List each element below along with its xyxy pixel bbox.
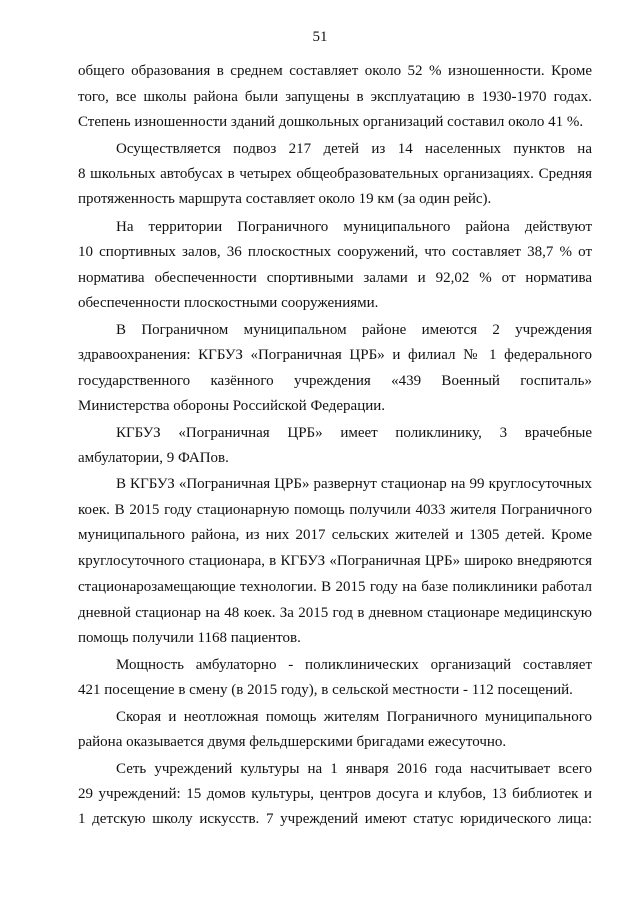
text-line: В КГБУЗ «Пограничная ЦРБ» развернут стационар на 99 круглосуточных — [116, 476, 592, 492]
text-line: коек. В 2015 году стационарную помощь получили 4033 жителя Пограничного — [78, 502, 592, 518]
text-line: КГБУЗ «Пограничная ЦРБ» имеет поликлинику, 3 врачебные — [116, 425, 592, 441]
text-line: дневной стационар на 48 коек. За 2015 год в дневном стационаре медицинскую — [78, 605, 592, 621]
text-line: государственного казённого учреждения «439 Военный госпиталь» — [78, 373, 592, 389]
page-number: 51 — [312, 29, 328, 45]
text-line: обеспеченности плоскостными сооружениями. — [78, 295, 379, 311]
text-line: протяженность маршрута составляет около 19 км (за один рейс). — [78, 191, 492, 207]
text-line: муниципального района, из них 2017 сельских жителей и 1305 детей. Кроме — [78, 527, 592, 543]
text-line: здравоохранения: КГБУЗ «Пограничная ЦРБ» и филиал № 1 федерального — [78, 347, 592, 363]
text-line: норматива обеспеченности спортивными залами и 92,02 % от норматива — [78, 270, 592, 286]
text-line: Степень изношенности зданий дошкольных организаций составил около 41 %. — [78, 114, 584, 130]
text-line: круглосуточного стационара, в КГБУЗ «Пограничная ЦРБ» широко внедряются — [78, 553, 592, 569]
text-line: В Пограничном муниципальном районе имеются 2 учреждения — [116, 322, 592, 338]
text-line: 1 детскую школу искусств. 7 учреждений имеют статус юридического лица: — [78, 811, 592, 827]
text-line: того, все школы района были запущены в эксплуатацию в 1930-1970 годах. — [78, 89, 592, 105]
text-line: района оказывается двумя фельдшерскими бригадами ежесуточно. — [78, 734, 507, 750]
text-line: Сеть учреждений культуры на 1 января 2016 года насчитывает всего — [116, 761, 592, 777]
text-line: На территории Пограничного муниципального района действуют — [116, 219, 592, 235]
text-line: Министерства обороны Российской Федерации. — [78, 398, 386, 414]
text-line: общего образования в среднем составляет около 52 % изношенности. Кроме — [78, 63, 592, 79]
text-line: Мощность амбулаторно - поликлинических организаций составляет — [116, 657, 592, 673]
text-line: стационарозамещающие технологии. В 2015 году на базе поликлиники работал — [78, 579, 592, 595]
text-line: Осуществляется подвоз 217 детей из 14 населенных пунктов на — [116, 141, 592, 157]
text-line: Скорая и неотложная помощь жителям Пограничного муниципального — [116, 709, 592, 725]
text-line: помощь получили 1168 пациентов. — [78, 630, 301, 646]
text-line: 10 спортивных залов, 36 плоскостных сооружений, что составляет 38,7 % от — [78, 244, 592, 260]
text-line: 8 школьных автобусах в четырех общеобразовательных организациях. Средняя — [78, 166, 592, 182]
text-line: 29 учреждений: 15 домов культуры, центров досуга и клубов, 13 библиотек и — [78, 786, 592, 802]
text-line: амбулатории, 9 ФАПов. — [78, 450, 229, 466]
text-line: 421 посещение в смену (в 2015 году), в сельской местности - 112 посещений. — [78, 682, 573, 698]
